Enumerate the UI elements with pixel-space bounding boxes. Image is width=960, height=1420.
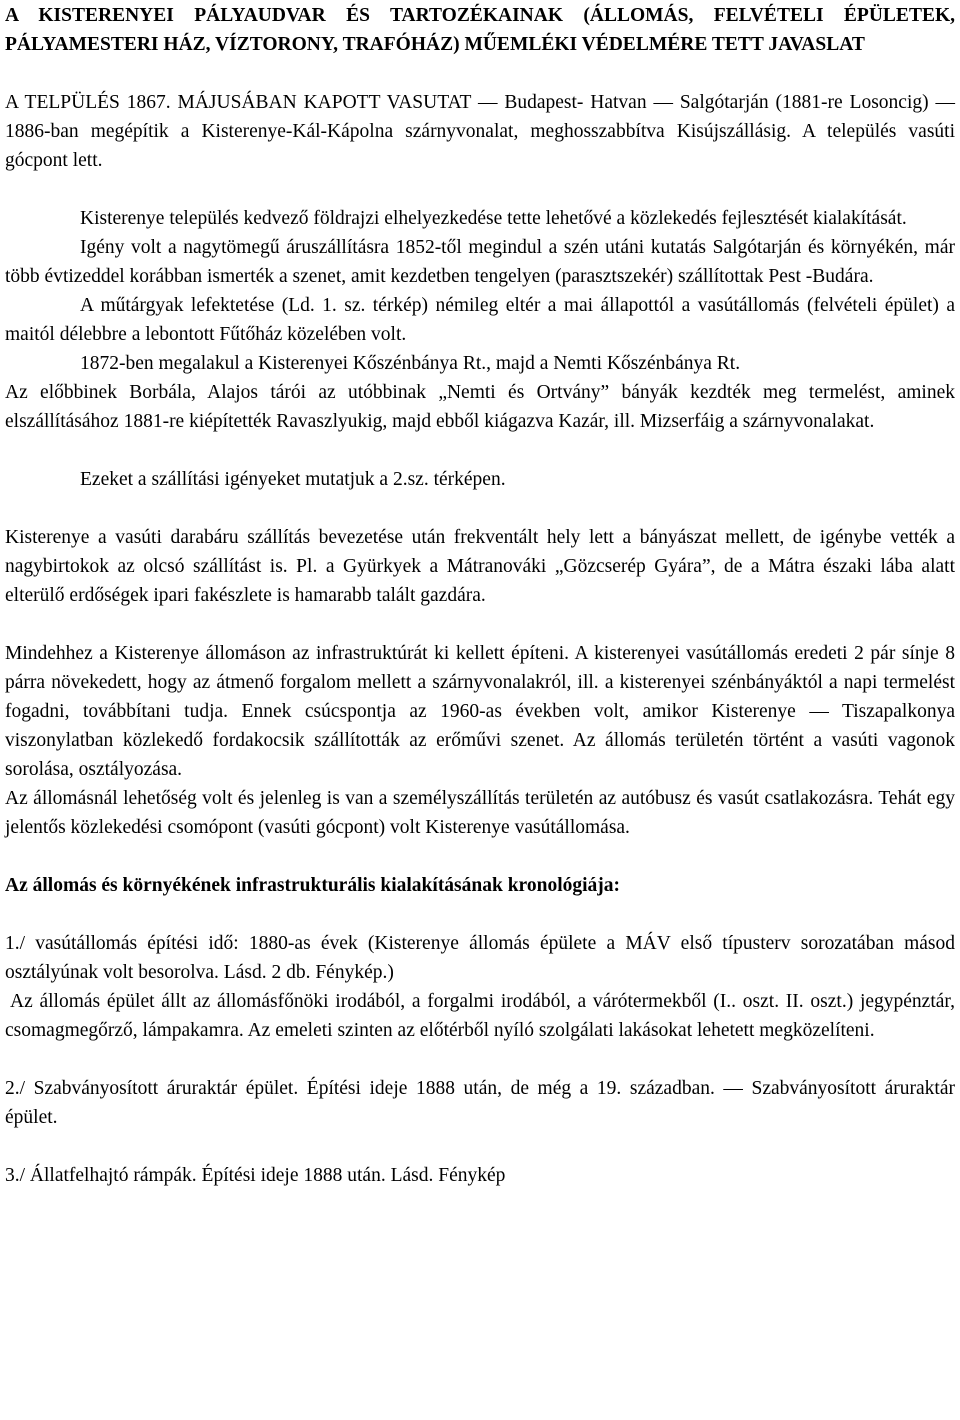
document-page (5, 0, 955, 1190)
chronology-item-3: 3./ Állatfelhajtó rámpák. Építési ideje 1888 után. Lásd. Fénykép (5, 1165, 506, 1186)
paragraph-demand: Igény volt a nagytömegű áruszállításra 1852-től megindul a szén utáni kutatás Salgótarján és környékén, már több évtizeddel korábban ismerték a szenet, amit kezdetben tengelyen (parasztszekér) szállítottak Pest -Budára. (5, 237, 955, 287)
paragraph-freight: Kisterenye a vasúti darabáru szállítás bevezetése után frekventált hely lett a bányászat mellett, de igénybe vették a nagybirtokok az olcsó szállítást is. Pl. a Gyürkyek a Mátranováki „Gözcserép Gyára”, de a Mátra északi lába alatt elterülő erdőségek ipari fakészlete is hamarabb talált gazdára. (5, 527, 955, 606)
section-heading-chronology: Az állomás és környékének infrastrukturális kialakításának kronológiája: (5, 875, 621, 896)
chronology-item-1: 1./ vasútállomás építési idő: 1880-as évek (Kisterenye állomás épülete a MÁV első típusterv sorozatában másod osztályúnak volt besorolva. Lásd. 2 db. Fénykép.) (5, 933, 955, 983)
paragraph-passenger: Az állomásnál lehetőség volt és jelenleg is van a személyszállítás területén az autóbusz és vasút csatlakozásra. Tehát egy jelentős közlekedési csomópont (vasúti gócpont) volt Kisterenye vasútállomása. (5, 788, 955, 838)
paragraph-mines: Az előbbinek Borbála, Alajos tárói az utóbbinak „Nemti és Ortvány” bányák kezdték meg termelést, aminek elszállításához 1881-re kiépítették Ravaszlyukig, majd ebből kiágazva Kazár, ill. Mizserfáig a szárnyvonalakat. (5, 382, 955, 432)
paragraph-map2-reference: Ezeket a szállítási igényeket mutatjuk a 2.sz. térképen. (80, 469, 506, 490)
paragraph-history: A TELPÜLÉS 1867. MÁJUSÁBAN KAPOTT VASUTAT ― Budapest- Hatvan ― Salgótarján (1881-re Losoncig) ― 1886-ban megépítik a Kisterenye-Kál-Kápolna szárnyvonalat, meghosszabbítva Kisújszállásig. A település vasúti gócpont lett. (5, 92, 955, 171)
paragraph-infrastructure: Mindehhez a Kisterenye állomáson az infrastruktúrát ki kellett építeni. A kisterenyei vasútállomás eredeti 2 pár sínje 8 párra növekedett, hogy az átmenő forgalom mellett a szárnyvonalakról, ill. a kisterenyei szénbányáktól a napi termelést fogadni, továbbítani tudja. Ennek csúcspontja az 1960-as években volt, amikor Kisterenye ― Tiszapalkonya viszonylatban közlekedő fordakocsik szállították az erőművi szenet. Az állomás területén történt a vasúti vagonok sorolása, osztályozása. (5, 643, 955, 780)
paragraph-map-reference: A műtárgyak lefektetése (Ld. 1. sz. térkép) némileg eltér a mai állapottól a vasútállomás (felvételi épület) a maitól délebbre a lebontott Fűtőház közelében volt. (5, 295, 955, 345)
paragraph-geography: Kisterenye település kedvező földrajzi elhelyezkedése tette lehetővé a közlekedés fejlesztését kialakítását. (80, 208, 907, 229)
chronology-item-1-description: Az állomás épület állt az állomásfőnöki irodából, a forgalmi irodából, a várótermekből (I.. oszt. II. oszt.) jegypénztár, csomagmegőrző, lámpakamra. Az emeleti szinten az előtérből nyíló szolgálati lakásokat lehetett megközelíteni. (5, 991, 955, 1041)
document-title: A KISTERENYEI PÁLYAUDVAR ÉS TARTOZÉKAINAK (ÁLLOMÁS, FELVÉTELI ÉPÜLETEK, PÁLYAMESTERI HÁZ, VÍZTORONY, TRAFÓHÁZ) MŰEMLÉKI VÉDELMÉRE TETT JAVASLAT (5, 5, 955, 55)
chronology-item-2: 2./ Szabványosított áruraktár épület. Építési ideje 1888 után, de még a 19. században. ― Szabványosított áruraktár épület. (5, 1078, 955, 1128)
paragraph-mining-company: 1872-ben megalakul a Kisterenyei Kőszénbánya Rt., majd a Nemti Kőszénbánya Rt. (80, 353, 741, 374)
